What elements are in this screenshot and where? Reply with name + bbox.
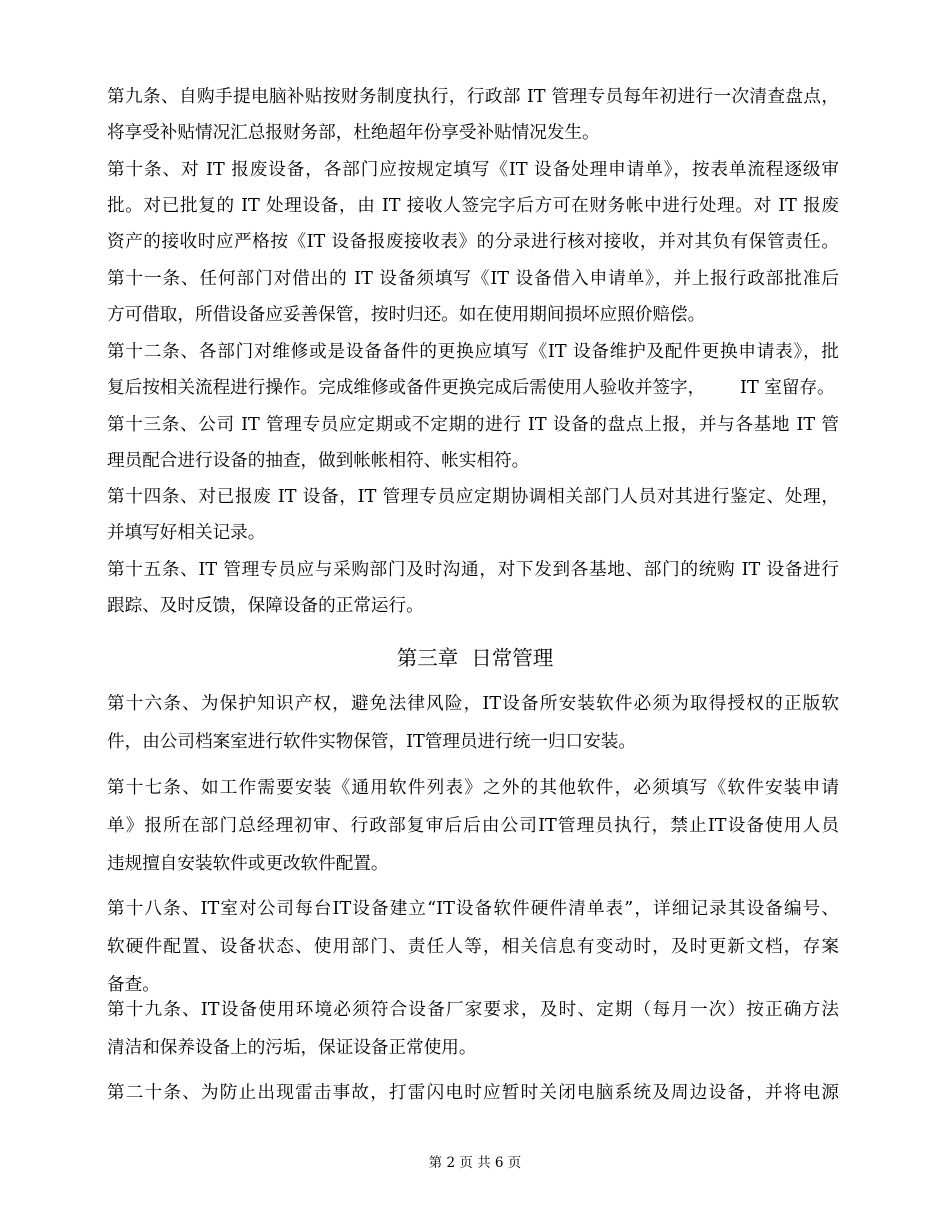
article-17-line-1: 第十七条、如工作需要安装《通用软件列表》之外的其他软件，必须填写《软件安装申请 xyxy=(107,778,839,798)
article-15-line-2: 跟踪、及时反馈，保障设备的正常运行。 xyxy=(107,596,424,616)
article-15-line-1: 第十五条、IT 管理专员应与采购部门及时沟通，对下发到各基地、部门的统购 IT 设备进行 xyxy=(107,560,839,580)
article-9-line-2: 将享受补贴情况汇总报财务部，杜绝超年份享受补贴情况发生。 xyxy=(107,123,600,143)
article-11-line-1: 第十一条、任何部门对借出的 IT 设备须填写《IT 设备借入申请单》，并上报行政部批准后 xyxy=(107,269,839,289)
article-10-line-3: 资产的接收时应严格按《IT 设备报废接收表》的分录进行核对接收，并对其负有保管责任。 xyxy=(107,232,839,252)
article-16-line-2: 件，由公司档案室进行软件实物保管，IT管理员进行统一归口安装。 xyxy=(107,732,636,752)
article-12-line-2: 复后按相关流程进行操作。完成维修或备件更换完成后需使用人验收并签字， xyxy=(107,378,706,398)
page-footer: 第 2 页 共 6 页 xyxy=(428,1155,522,1171)
article-17-line-3: 违规擅自安装软件或更改软件配置。 xyxy=(107,854,389,874)
article-19-line-2: 清洁和保养设备上的污垢，保证设备正常使用。 xyxy=(107,1038,477,1058)
article-14-line-1: 第十四条、对已报废 IT 设备，IT 管理专员应定期协调相关部门人员对其进行鉴定、处理， xyxy=(107,487,839,507)
article-14-line-2: 并填写好相关记录。 xyxy=(107,523,266,543)
article-12-line-2-tail: IT 室留存。 xyxy=(740,378,835,398)
article-13-line-1: 第十三条、公司 IT 管理专员应定期或不定期的进行 IT 设备的盘点上报，并与各基地 IT 管 xyxy=(107,415,839,435)
article-9-line-1: 第九条、自购手提电脑补贴按财务制度执行，行政部 IT 管理专员每年初进行一次清查盘点， xyxy=(107,87,839,107)
article-19-line-1: 第十九条、IT设备使用环境必须符合设备厂家要求，及时、定期（每月一次）按正确方法 xyxy=(107,1000,839,1020)
article-10-line-1: 第十条、对 IT 报废设备，各部门应按规定填写《IT 设备处理申请单》，按表单流程逐级审 xyxy=(107,160,839,180)
article-20-line-1: 第二十条、为防止出现雷击事故，打雷闪电时应暂时关闭电脑系统及周边设备，并将电源 xyxy=(107,1083,839,1103)
article-11-line-2: 方可借取，所借设备应妥善保管，按时归还。如在使用期间损坏应照价赔偿。 xyxy=(107,305,706,325)
article-18-line-1: 第十八条、IT室对公司每台IT设备建立“IT设备软件硬件清单表”，详细记录其设备编号、 xyxy=(107,899,839,919)
article-13-line-2: 理员配合进行设备的抽查，做到帐帐相符、帐实相符。 xyxy=(107,451,530,471)
article-17-line-2: 单》报所在部门总经理初审、行政部复审后后由公司IT管理员执行，禁止IT设备使用人员 xyxy=(107,816,839,836)
article-10-line-2: 批。对已批复的 IT 处理设备，由 IT 接收人签完字后方可在财务帐中进行处理。对 IT 报废 xyxy=(107,196,839,216)
article-18-line-3: 备查。 xyxy=(107,975,160,995)
article-12-line-1: 第十二条、各部门对维修或是设备备件的更换应填写《IT 设备维护及配件更换申请表》，批 xyxy=(107,342,839,362)
chapter-heading: 第三章 日常管理 xyxy=(396,646,554,670)
article-18-line-2: 软硬件配置、设备状态、使用部门、责任人等，相关信息有变动时，及时更新文档，存案 xyxy=(107,937,839,957)
article-16-line-1: 第十六条、为保护知识产权，避免法律风险，IT设备所安装软件必须为取得授权的正版软 xyxy=(107,694,839,714)
